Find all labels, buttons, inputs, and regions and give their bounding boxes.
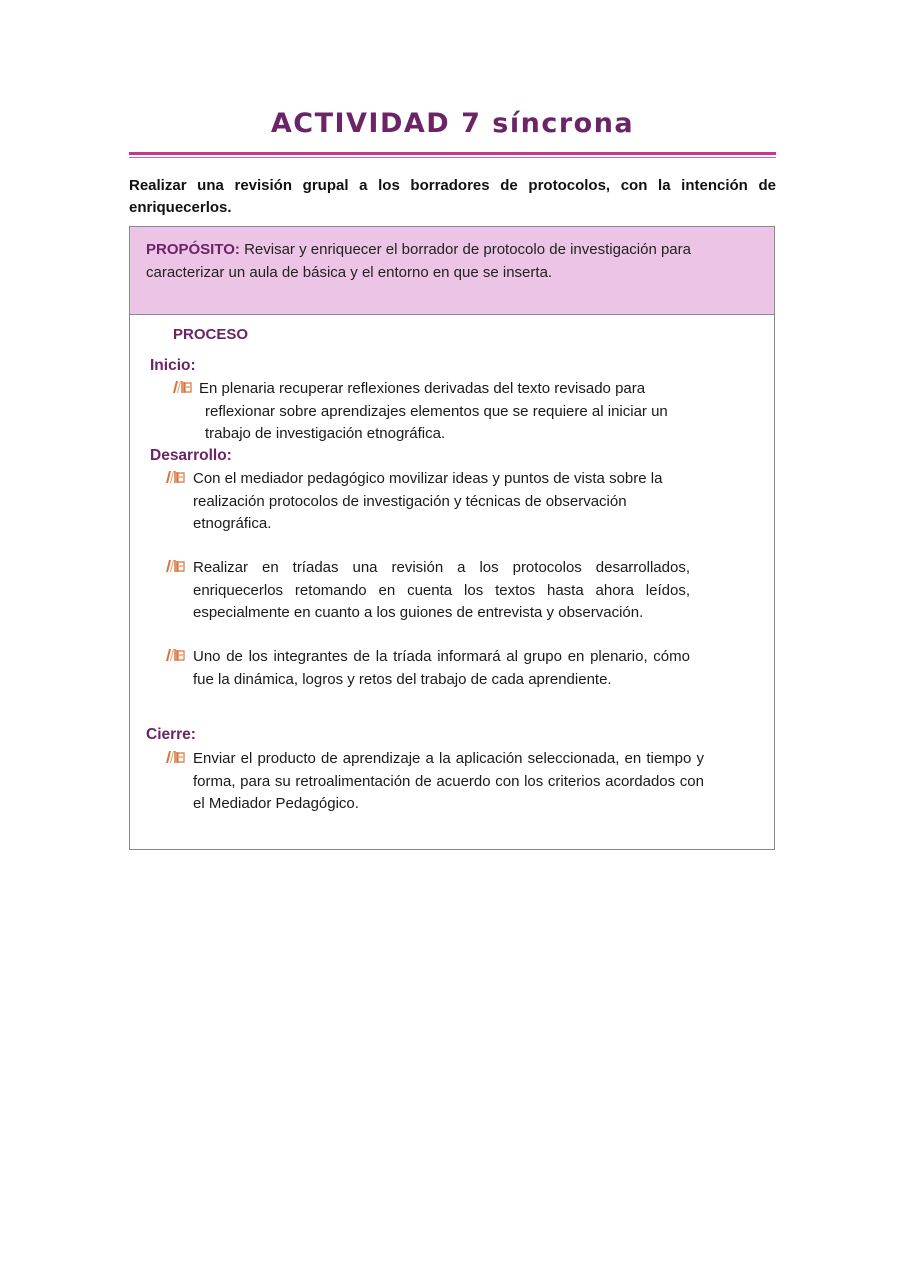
inicio-heading: Inicio: (150, 357, 196, 374)
inicio-item: En plenaria recuperar reflexiones derivadas del texto revisado para reflexionar sobre aprendizajes elementos que se requiere al iniciar un trabajo de investigación etnográfica. (199, 380, 668, 442)
book-bullet-icon (165, 469, 185, 485)
desarrollo-item-2: Realizar en tríadas una revisión a los protocolos desarrollados, enriquecerlos retomando en cuenta los textos hasta ahora leídos, especialmente en cuanto a los guiones de entrevista y observación. (193, 559, 690, 621)
book-bullet-icon (165, 749, 185, 765)
purpose-section (130, 227, 774, 315)
book-bullet-icon (172, 379, 192, 395)
book-bullet-icon (165, 647, 185, 663)
desarrollo-item-1: Con el mediador pedagógico movilizar ideas y puntos de vista sobre la realización protocolos de investigación y técnicas de observación etnográfica. (193, 470, 663, 532)
purpose-label: PROPÓSITO: (146, 241, 240, 258)
desarrollo-item-3: Uno de los integrantes de la tríada informará al grupo en plenario, cómo fue la dinámica, logros y retos del trabajo de cada aprendiente. (193, 648, 690, 688)
purpose-text (146, 238, 756, 284)
desarrollo-heading: Desarrollo: (150, 447, 232, 464)
intro-paragraph: Realizar una revisión grupal a los borradores de protocolos, con la intención de enriquecerlos. (129, 177, 776, 216)
cierre-heading: Cierre: (146, 726, 196, 743)
book-bullet-icon (165, 558, 185, 574)
activity-table (129, 226, 775, 850)
page-title: ACTIVIDAD 7 síncrona (270, 108, 635, 139)
process-heading: PROCESO (173, 326, 249, 343)
cierre-item: Enviar el producto de aprendizaje a la aplicación seleccionada, en tiempo y forma, para su retroalimentación de acuerdo con los criterios acordados con el Mediador Pedagógico. (193, 750, 704, 812)
title-rule (129, 152, 776, 155)
title-rule-thin (129, 157, 776, 158)
purpose-description: Revisar y enriquecer el borrador de protocolo de investigación para caracterizar un aula de básica y el entorno en que se inserta. (146, 241, 691, 281)
